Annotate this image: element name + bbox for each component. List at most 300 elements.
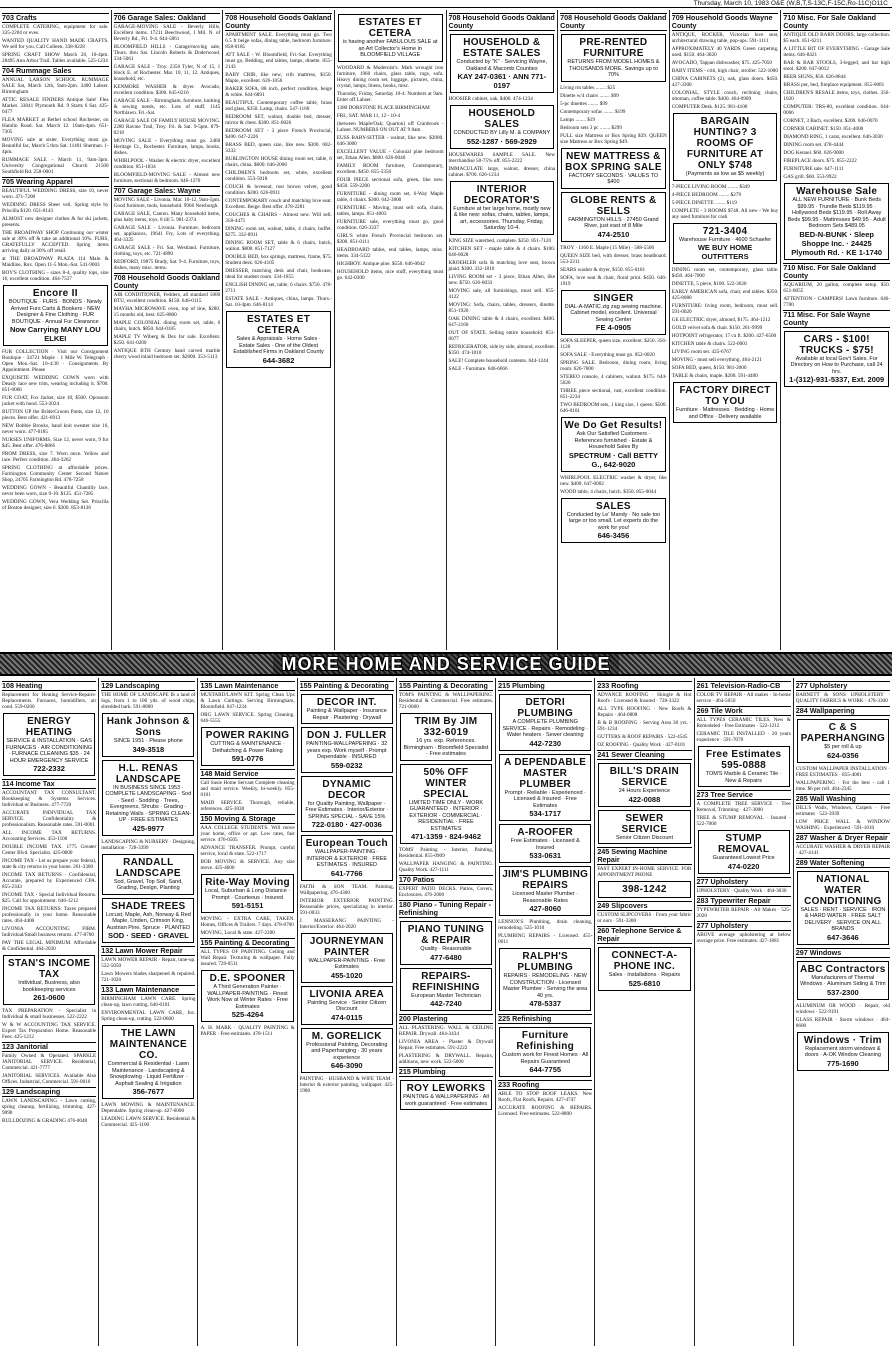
category-heading: 129 Landscaping bbox=[2, 1087, 96, 1097]
display-ad-title: Warehouse Sale bbox=[796, 186, 878, 197]
classified-ad: Family Owned & Operated. SPARKLE JANITORIAL SERVICE. Residential, Commercial. 421-7777 bbox=[2, 1053, 97, 1071]
category-heading: 155 Painting & Decorating bbox=[399, 681, 493, 691]
classified-ad: WHIRLPOOL ELECTRIC washer & dryer, like new. $400. 647-0002 bbox=[560, 474, 667, 487]
classified-ad: DINING room set, contemporary, glass table. $450. 464-7000 bbox=[671, 267, 779, 279]
category-heading: 708 Household Goods Oakland County bbox=[225, 13, 332, 30]
classified-column bbox=[695, 678, 794, 1346]
classified-ad: OZ ROOFING · Quality Work · 427-0101 bbox=[597, 742, 686, 748]
classified-ad: MAPLE TV Wiberg & Dex for sale. Excellent. $250. 641-0200 bbox=[113, 334, 221, 346]
display-ad-box bbox=[561, 148, 666, 189]
category-heading: 233 Roofing bbox=[498, 1080, 592, 1090]
display-ad-title: DECOR INT. bbox=[316, 697, 377, 708]
display-ad-phone: SOD · SEED · GRAVEL bbox=[107, 931, 189, 940]
display-ad-title: DYNAMIC DECOR bbox=[322, 778, 372, 801]
display-ad-body: Replacement storm windows & doors · A-OK Window Cleaning bbox=[804, 1045, 881, 1058]
display-ad-phone: 591-5151 bbox=[231, 901, 264, 910]
classified-ad: FAMILY ROOM furniture, Contemporary, excellent. $450. 855-3356 bbox=[336, 162, 444, 175]
classified-ad: TOMS' Painting - Interior, Painting, Residential. 855-0909 bbox=[398, 847, 494, 859]
classified-ad: TAX PREPARATION - Specialist in Individual & small businesses. 522-2222 bbox=[2, 1008, 97, 1020]
classified-ad: KITCHEN SET - maple table & 4 chairs. $100. 646-0028 bbox=[448, 245, 556, 258]
classified-ad: ADVANCE ROOFING · Shingle & Hot Roofs · Licensed & Insured · 728-3322 bbox=[597, 692, 692, 704]
category-heading: 297 Windows bbox=[796, 948, 890, 958]
classified-column bbox=[0, 10, 112, 650]
display-ad-phone: 442-7240 bbox=[430, 999, 462, 1008]
bottom-columns bbox=[0, 678, 892, 1346]
display-ad-phone: 537-2300 bbox=[827, 987, 859, 997]
classified-ad: AIR CONDITIONER, Fedders, all standard 5000 BTU, excellent condition. $150. 646-0115 bbox=[113, 292, 221, 304]
display-ad-phone: 722-0180 · 427-0036 bbox=[311, 820, 382, 829]
classified-ad: ANTIQUE, ROCKER, Victorian love seat, architectural drawing table, pop-ups. 591-1111 bbox=[671, 32, 779, 44]
classified-ad: BRASS BED, queen size, like new. $300. 682-3333 bbox=[225, 142, 332, 154]
classified-ad: INCOME TAX - Let us prepare your federal, state & city returns in your home. 261-3300 bbox=[2, 858, 97, 870]
display-ad-phone: 422-0088 bbox=[628, 794, 661, 804]
classified-ad: BLOOMFIELD HILLS - Garage/moving sale, Thurs. thru Sat. Lincoln Roberts & Doderwood. 334-5061 bbox=[113, 44, 221, 62]
display-ad-body: LIMITED TIME ONLY · WORK GUARANTEED · INTERIOR · EXTERIOR · COMMERCIAL · RESIDENTIAL · FREE ESTIMATES bbox=[408, 799, 484, 832]
display-ad-box bbox=[698, 746, 790, 787]
display-ad-phone: 722-2332 bbox=[33, 764, 65, 773]
category-heading: 706 Garage Sales: Oakland bbox=[114, 13, 221, 23]
display-ad-phone: 427-8060 bbox=[529, 904, 562, 913]
display-ad-box bbox=[400, 968, 492, 1012]
display-ad-phone: 525-4264 bbox=[231, 1010, 264, 1019]
classified-ad: CUSTOM WALLPAPER INSTALLATION · FREE ESTIMATES · 855-4001 bbox=[795, 765, 890, 778]
classified-ad: TABLE & chairs, maple. $200. 591-4400 bbox=[671, 373, 758, 379]
display-ad-title: H.L. RENAS LANDSCAPE bbox=[115, 762, 181, 785]
display-ad-phone: SPECTRUM · Call BETTY G., 642-9020 bbox=[568, 450, 659, 469]
classified-ad: MOVING SALE - Livonia. Mar. 10-12, 9am-5pm. Good furniture, tools, household. 9966 Newburgh. bbox=[113, 197, 221, 209]
display-ad-box bbox=[561, 417, 666, 472]
display-ad-title: NEW MATTRESS & BOX SPRING SALE bbox=[565, 150, 662, 173]
display-ad-body: Locust, Maple, Ash, Norway & Red Maple, Linden, Crimson King, Austrian Pine, Spruce · PLANTED bbox=[105, 911, 191, 931]
display-ad-body: Available at local Gov't Sales. For Directory on How to Purchase, call 24 hrs. bbox=[790, 355, 883, 375]
classified-ad: ALL PLASTERING. WALL & CEILING REPAIR. Drywall. 464-3434 bbox=[398, 1025, 494, 1037]
display-ad-phone: 356-7677 bbox=[132, 1087, 165, 1096]
category-heading: 269 Tile Work bbox=[697, 706, 791, 716]
classified-ad: Thursday, Friday, Saturday 10-4. Numbers at 9am. Enter off Lahser. bbox=[336, 90, 444, 103]
classified-ad: GARAGE SALE - Fri. Sat. Westland. Furniture, clothing, toys, etc. 721-4890 bbox=[113, 245, 221, 257]
display-ad-title: 721-3404 bbox=[702, 225, 748, 237]
display-ad-title: SALES bbox=[596, 500, 631, 512]
display-ad-phone: 552-1287 · 569-2929 bbox=[466, 136, 537, 146]
classified-ad: 7-PIECE LIVING ROOM ........ $349 bbox=[671, 183, 750, 190]
display-ad-box bbox=[450, 181, 555, 235]
classified-ad: ALL TYPE ROOFING · New Roofs & Repairs · 464-0808 bbox=[597, 706, 692, 718]
display-ad-title: Hank Johnson & Sons bbox=[106, 716, 190, 738]
category-heading: 233 Roofing bbox=[597, 681, 691, 691]
category-heading: 277 Upholstery bbox=[796, 681, 890, 691]
display-ad-box bbox=[598, 810, 690, 845]
display-ad-phone: 474-0220 bbox=[727, 861, 760, 871]
classified-ad: ACCURATE ROOFING & REPAIRS. Licensed. Free estimates. 522-8800 bbox=[498, 1105, 593, 1117]
classified-ad: Bedroom sets 3 pc ........ $299 bbox=[560, 124, 622, 131]
display-ad-body: 16 yrs. exp. References. Birmingham · Bloomfield Specialist · Free estimates bbox=[403, 738, 489, 757]
classified-ad: GLASS REPAIR · Storm windows · 464-0600 bbox=[795, 1016, 890, 1029]
display-ad-title: INTERIOR DECORATOR'S bbox=[463, 183, 540, 206]
display-ad-body: A COMPLETE PLUMBING SERVICE · Repairs · Remodeling · Water heaters · Sewer cleaning bbox=[502, 719, 588, 738]
display-ad-phone: 477-6480 bbox=[430, 952, 462, 962]
display-ad-body: Individual, Business, also bookkeeping services bbox=[18, 980, 80, 993]
classified-ad: GIRL'S white French Provincial bedroom set. $300. 851-0111 bbox=[336, 232, 444, 245]
classified-ad: CORNER CABINET. $150. 851-4000 bbox=[783, 126, 864, 132]
display-ad-title: GLOBE RENTS & SELLS bbox=[570, 194, 657, 217]
category-heading: 132 Lawn Mower Repair bbox=[101, 946, 195, 956]
display-ad-body: Warehouse Furniture · 4600 Schaefer bbox=[679, 236, 772, 243]
display-ad-box bbox=[301, 776, 393, 833]
display-ad-title: NATIONAL WATER CONDITIONING bbox=[804, 873, 882, 907]
display-ad-title: Free Estimates 595-0888 bbox=[705, 749, 782, 771]
classified-ad: PAINTING · HUSBAND & WIFE TEAM · Interior & exterior painting, wallpaper. 425-1980 bbox=[299, 1076, 394, 1094]
category-heading: 148 Maid Service bbox=[200, 769, 294, 779]
classified-ad: FURNITURE sale. 647-1111 bbox=[783, 166, 844, 172]
classified-ad: AQUARIUM, 20 gallon, complete setup. $50. 651-0055 bbox=[783, 281, 890, 294]
category-heading: 273 Tree Service bbox=[697, 790, 791, 800]
category-heading: 180 Piano - Tuning Repair - Refinishing bbox=[399, 900, 493, 918]
classified-column bbox=[558, 10, 670, 650]
display-ad-title: D.E. SPOONER bbox=[209, 973, 286, 984]
display-ad-body: $5 per roll & up bbox=[824, 744, 862, 750]
display-ad-box bbox=[301, 727, 393, 773]
display-ad-box bbox=[561, 498, 666, 544]
classified-ad: TYPEWRITER REPAIR · All Makes · 525-2020 bbox=[696, 906, 791, 919]
display-ad-body: Conducted by "K" · Servicing Wayne, Oakland & Macomb Counties bbox=[456, 59, 548, 72]
display-ad-title: ENERGY HEATING bbox=[25, 716, 73, 738]
classified-ad: COMPUTER Desk. $125. 981-4100 bbox=[671, 104, 748, 110]
display-ad-body: Sod, Gravel, Top Soil, Sand, Grading, Design, Planting bbox=[113, 878, 183, 891]
category-heading: 108 Heating bbox=[2, 681, 96, 691]
classified-ad: WHIRLPOOL - Washer & electric dryer, excellent condition. 851-1834 bbox=[113, 158, 221, 170]
page-header-line: Thursday, March 10, 1983 O&E (W,B,T,S-13C,F-15C,Ro-11C)O11C bbox=[0, 0, 892, 8]
classified-ad: COLOR TV REPAIR - All makes · In-home service · 464-5050 bbox=[696, 692, 791, 704]
classified-ad: MAID SERVICE. Thorough, reliable, references. 425-3030 bbox=[200, 800, 295, 812]
display-ad-box bbox=[499, 948, 591, 1011]
display-ad-title: ROY LEWORKS bbox=[406, 1083, 486, 1094]
display-ad-body: Sales & Appraisals · Home Sales · Estate Sales · One of the Oldest Established Firms in Oakland County bbox=[233, 336, 324, 355]
display-ad-body: FACTORY SECONDS · VALUES TO $400 bbox=[568, 172, 659, 185]
display-ad-body: BOUTIQUE · FURS · BONDS · Newly Arrived Furs Carts & Bookers · NEW Designer & Fine Clothing · FUR BOUTIQUE · Annual Fur Clearance bbox=[8, 299, 102, 325]
display-ad-phone: BED-N-BUNK · Sleep Shoppe Inc. · 24425 Plymouth Rd. · KE 1-1740 bbox=[791, 229, 883, 257]
classified-ad: WEDDING GOWN - Beautiful Chantilly lace, never been worn, size 9-10. $125. 451-7285 bbox=[2, 485, 109, 497]
display-ad-box bbox=[102, 713, 194, 757]
classified-ad: FRI., SAT. MAR 11, 12 - 10-4 bbox=[336, 112, 400, 119]
display-ad-phone: KAY 247-0361 · ANN 771-0197 bbox=[457, 72, 547, 90]
classified-ad: UPHOLSTERY · Quality Work · 464-3030 bbox=[696, 887, 787, 894]
classified-ad: GARAGE SALE - Birmingham, furniture, knitting & sewing needs, etc. Lots of stuff. 1145 Northlawn. Fri.-Sat. bbox=[113, 98, 221, 116]
classified-ad: A LITTLE BIT OF EVERYTHING - Garage Sale items. 646-8421 bbox=[783, 46, 890, 58]
classified-ad: WOODARD & Modernist's. Mark wrought iron furniture, 1960 chairs, glass table, rugs, sofa. Heavy dining room set, luggage, pictures, china, crystal, lamps, linens, books, misc. bbox=[336, 64, 444, 89]
classified-ad: 5-PIECE DINETTE ........ $119 bbox=[671, 199, 737, 206]
classified-column bbox=[0, 678, 99, 1346]
classified-ad: BABY ITEMS - crib, high chair, stroller. 522-1000 bbox=[671, 68, 778, 74]
classified-ad: Living rm tables ........ $25 bbox=[560, 84, 616, 91]
display-ad-box bbox=[797, 961, 889, 1000]
display-ad-box bbox=[201, 970, 293, 1022]
classified-ad: THREE piece sectional, rust, excellent condition. 851-2234 bbox=[560, 388, 667, 400]
classified-ad: ALL TYPES CERAMIC TILES. New & Remodeled · Free Estimates · 522-1212 bbox=[696, 717, 791, 729]
display-ad-box bbox=[561, 34, 666, 82]
display-ad-title: A-ROOFER bbox=[517, 827, 574, 838]
classified-ad: APARTMENT SALE. Everything must go. Two 6.5 ft beige sofas, dining table, bedroom furniture. 858-0185 bbox=[225, 32, 332, 50]
category-heading: 277 Upholstery bbox=[697, 921, 791, 931]
classified-ad: COMPUTER: TRS-80, excellent condition. 644-0066 bbox=[783, 104, 890, 116]
display-ad-box bbox=[400, 921, 492, 965]
classified-ad: MOVING - must sell everything. 464-2121 bbox=[671, 357, 762, 363]
category-heading: 225 Refinishing bbox=[498, 1014, 592, 1024]
top-columns bbox=[0, 10, 892, 650]
classified-ad: LOW PRICE WALL & WINDOW WASHING · Experienced · 591-1010 bbox=[795, 818, 890, 831]
display-ad-body: European Master Technician bbox=[411, 992, 481, 999]
classified-ad: GARAGE SALE - Livonia. Furniture, bedroom set, appliances, 19641 Fry, Lots of everything. 464-3325 bbox=[113, 225, 221, 243]
display-ad-phone: 644-3682 bbox=[262, 355, 295, 365]
classified-ad: ENGLISH DINING set, table, 6 chairs. $750. 478-2711 bbox=[225, 282, 332, 294]
display-ad-title: JOURNEYMAN PAINTER bbox=[309, 935, 384, 958]
classified-column bbox=[298, 678, 397, 1346]
classified-ad: CERAMIC TILE INSTALLED · 20 years experience · 591-7070 bbox=[696, 731, 791, 743]
classified-ad: IMMACULATE large, walnut, dresser, china cabinet. $700. 626-1234 bbox=[448, 165, 556, 178]
category-heading: 707 Garage Sales: Wayne bbox=[114, 186, 221, 196]
display-ad-body: PAINTING & WALLPAPERING · All work guaranteed · Free estimates bbox=[403, 1094, 489, 1107]
classified-ad: COUCHES & CHAIRS - Almost new. Will sell. 358-4475 bbox=[225, 212, 332, 224]
classified-ad: BUTTON UP the Bride/Groom Pants, size 12, 10 pieces. Best offer. 421-6913 bbox=[2, 409, 109, 421]
display-ad-body: CONDUCTED BY Lilly M. & COMPANY bbox=[453, 130, 551, 136]
classified-ad: GARAGE SALE - Troy. 2356 Tyler, N of 15, 1 block E. of Rochester. Mar. 10, 11, 12. Antiques, household, etc. bbox=[113, 64, 221, 82]
classified-ad: LIVING room set. 425-6767 bbox=[671, 349, 732, 355]
display-ad-body: FARMINGTON HILLS · 27450 Grand River, just east of 8 Mile bbox=[568, 216, 659, 229]
classified-column bbox=[335, 10, 447, 650]
classified-ad: QUEEN SIZE bed, with dresser, brass headboard. 553-2211 bbox=[560, 252, 667, 265]
classified-ad: TROY · 1160 E. Maple (15 Mile) · 588-5500 bbox=[560, 244, 655, 251]
display-ad-box bbox=[400, 764, 492, 845]
classified-ad: PLUMBING REPAIRS - Licensed. 455-0011 bbox=[498, 933, 593, 945]
display-ad-title: RALPH'S PLUMBING bbox=[517, 951, 574, 973]
classified-ad: BURLINGTON HOUSE dining room set, table, 6 chairs, china. $600. 646-2006 bbox=[225, 156, 332, 168]
display-ad-body: Professional Painting, Decorating and Paperhanging · 30 years experience bbox=[306, 1041, 388, 1061]
classified-column bbox=[198, 678, 297, 1346]
classified-ad: KING SIZE waterbed, complete. $250. 851-7120 bbox=[448, 237, 552, 244]
display-ad-body: Senior Citizen Discount bbox=[615, 834, 673, 841]
display-ad-phone: 646-3456 bbox=[597, 531, 630, 540]
classified-ad: BEDROOM SET, walnut, double bed, dresser, mirror & chest. $300. 851-0026 bbox=[225, 114, 332, 126]
display-ad-phone: 624-0356 bbox=[827, 750, 859, 760]
classified-ad: AVOCADO, Tappan dishwasher, $75. 425-7050 bbox=[671, 60, 772, 66]
classified-ad: LEADING LAWN SERVICE. Residential & Commercial. 425-1100 bbox=[101, 1116, 196, 1128]
category-heading: 170 Patios bbox=[399, 875, 493, 885]
classified-ad: BULLDOZING & GRADING 476-0048 bbox=[2, 1118, 88, 1124]
classified-ad: WEDDING DRESS Sheer veil. Spring style by Priscilla $120. 651-0143 bbox=[2, 202, 109, 214]
display-ad-title: 50% OFF WINTER SPECIAL bbox=[423, 766, 469, 800]
display-ad-body: RETURNS FROM MODEL HOMES & THOUSANDS MORE. Savings up to 70% bbox=[567, 59, 660, 78]
classified-ad: FURNITURE sale, everything must go, good condition. 626-3337 bbox=[336, 218, 444, 231]
classified-ad: WOOD table, 4 chairs, hutch. $350. 855-0044 bbox=[560, 488, 657, 495]
classified-ad: SOFA SLEEPER, queen size, excellent. $250. 356-1120 bbox=[560, 338, 667, 350]
classified-ad: AAA COLLEGE STUDENTS. Will move your home, office or apt. Low rates, fast service. 476-0505 bbox=[200, 825, 295, 843]
category-heading: 703 Crafts bbox=[2, 13, 109, 23]
classified-ad: THE BROADWAY SHOP Continuing our winter sale at 30% off & take an additional 10%. FURS, GRATEFULLY ACCEPTED. Spring items arriving daily at 30% off retail. bbox=[2, 230, 109, 254]
category-heading: 114 Income Tax bbox=[2, 779, 96, 789]
display-ad-body: SERVICE & INSTALLATION · GAS FURNACES · AIR CONDITIONING · FURNACE CLEANING $35 · 24 HOUR EMERGENCY SERVICE bbox=[6, 738, 93, 764]
display-ad-body: DIAL-A-MATIC zig zag sewing machine. Cabinet model, excellent. Universal Sewing Center bbox=[564, 303, 663, 323]
classified-ad: HOUSEWARES SAMPLE SALE. New merchandise 50-75% off. 855-2222 bbox=[448, 151, 556, 164]
classified-ad: PAY THE LEGAL MINIMUM. Affordable & Confidential. 464-2030 bbox=[2, 940, 97, 952]
classified-column bbox=[595, 678, 694, 1346]
display-ad-phone: 534-1717 bbox=[529, 809, 562, 818]
classified-ad: NURSES UNIFORMS, Size 12, never worn, 9 for $45. Best offer. 476-8866 bbox=[2, 437, 109, 449]
display-ad-phone: 349-3518 bbox=[132, 744, 165, 754]
classified-ad: CHILDREN'S bedroom set, white, excellent condition. 553-5018 bbox=[225, 170, 332, 182]
category-heading: 155 Painting & Decorating bbox=[200, 938, 294, 948]
display-ad-title: STUMP REMOVAL bbox=[717, 833, 770, 855]
classified-ad: ANNUAL LARSON SCHOOL RUMMAGE SALE Sat, March 12th, 9am-2pm. 3400 Lahser. Birmingham bbox=[2, 77, 109, 95]
classified-ad: APPROXIMATELY 40 YARDS Green carpeting, used. $150. 464-3020 bbox=[671, 46, 779, 58]
classified-ad: A. H. MARK · QUALITY PAINTING & PAPER · Free estimates. 478-1511 bbox=[200, 1025, 295, 1037]
display-ad-title: FACTORY DIRECT TO YOU bbox=[679, 385, 771, 407]
classified-ad: ANTIQUE BTH Century hand carved marble cherry wood inlaid bedroom set. $2800. 353-5113 bbox=[113, 348, 221, 360]
classified-ad: EXCELLENT VALUE - Colonial pine bedroom set, Ethan Allen. $800. 626-0040 bbox=[336, 148, 444, 161]
classified-ad: GUTTERS & ROOF REPAIRS · 522-4545 bbox=[597, 734, 688, 740]
classified-ad: DINETTE, 5 piece, $100. 522-3020 bbox=[671, 281, 747, 287]
classified-ad: ALMOST new designer clothes & fur ski jackets, presents. bbox=[2, 216, 109, 228]
classified-ad: ATTENTION - CAMPERS! Lawn furniture. 646-7700 bbox=[783, 295, 890, 308]
classified-ad: GE ELECTRIC dryer, almond, $175. 464-1212 bbox=[671, 317, 771, 323]
category-heading: 708 Household Goods Oakland County bbox=[560, 13, 667, 30]
classified-ad: INCOME TAX RETURNS · Confidential, Accurate, prepared by Experienced CPA. 855-2343 bbox=[2, 872, 97, 890]
classified-ad: FURNITURE - Moving, must sell: sofa, chairs, tables, lamps. 851-4003 bbox=[336, 204, 444, 217]
classified-ad: Call Susie Home Servant Complete cleaning and maid service. Weekly, bi-weekly. 855-0101 bbox=[200, 780, 295, 798]
classified-ad: REFRIGERATOR, side by side, almond, excellent. $350. 474-1010 bbox=[448, 343, 556, 356]
classified-ad: BEDROOM SET - 3 piece French Provincial, $400. 647-2226 bbox=[225, 128, 332, 140]
classified-ad: KROEHLER sofa & matching love seat, brown plaid. $300. 332-1810 bbox=[448, 259, 556, 272]
classified-ad: FUR COLLECTION · Visit our Consignment Boutique · 34721 Maple · 1 Mile W. Telegraph · Open Mon.-Sat. 10-4:30 · Consignments By Appointment. Please bbox=[2, 349, 109, 373]
classified-ad: STEREO console, 4 cabinets, walnut. $175. 644-5020 bbox=[560, 374, 667, 386]
display-ad-box bbox=[102, 898, 194, 944]
display-ad-body: Ask Our Satisfied Customers · References furnished · Estate & Household Sales By bbox=[574, 431, 653, 450]
display-ad-box bbox=[784, 183, 889, 260]
classified-ad: NEW Bobbie Brooks, hand knit sweater size 16, never worn. 477-0185 bbox=[2, 423, 109, 435]
classified-ad: KITCHEN table & chairs. 522-0001 bbox=[671, 341, 748, 347]
classified-ad: ACCOUNTANT TAX CONSULTANT. Bookkeeping & Systems Services. Individual or Business. 477-7720 bbox=[2, 790, 97, 808]
classified-ad: MOVING sale at sister. Everything must go. Beautiful fac, March 5 thru Sat. 11401 Sherman. 1-4pm. bbox=[2, 137, 109, 155]
display-ad-box bbox=[400, 713, 492, 761]
classified-ad: CHILDREN'S RESALE items, toys, clothes. 356-1020 bbox=[783, 90, 890, 102]
display-ad-phone: 442-7230 bbox=[529, 738, 562, 748]
display-ad-title: LIVONIA AREA bbox=[309, 988, 385, 1000]
display-ad-title: European Touch bbox=[305, 838, 388, 849]
display-ad-box bbox=[102, 760, 194, 836]
classified-column bbox=[99, 678, 198, 1346]
classified-ad: SOFA SALE - Everything must go. 852-0020 bbox=[560, 352, 655, 358]
display-ad-title: SINGER bbox=[593, 292, 634, 304]
display-ad-title: DON J. FULLER bbox=[307, 730, 387, 741]
display-ad-body: WALLPAPER-PAINTING · INTERIOR & EXTERIOR · FREE ESTIMATES · INSURED bbox=[306, 849, 388, 868]
category-heading: 123 Janitorial bbox=[2, 1042, 96, 1052]
classified-column bbox=[223, 10, 335, 650]
classified-ad: LIVING ROOM set - 3 piece, Ethan Allen, like new. $750. 626-0033 bbox=[448, 273, 556, 286]
display-ad-box bbox=[450, 105, 555, 149]
classified-ad: REDFORD, 19875 Brady, Sat. 9-4. Furniture, toys, dishes, many misc. items. bbox=[113, 259, 221, 271]
classified-ad: ATT SALE - W. Bloomfield, Fri.-Sat. Everything must go, Bedding, end tables, lamps, dinette. 855-2143 bbox=[225, 52, 332, 70]
classified-ad: CORNET, 3 Bach, excellent. $200. 646-0070 bbox=[783, 118, 878, 124]
category-heading: 708 Household Goods Oakland County bbox=[448, 13, 555, 30]
classified-ad: MUSTARD/LAWN KIT. Spring Clean Ups & Lawn Cuttings. Serving Birmingham, Bloomfield. 647-1234 bbox=[200, 692, 295, 710]
category-heading: 704 Rummage Sales bbox=[2, 66, 109, 76]
display-ad-title: CARS - $100! TRUCKS - $75! bbox=[799, 333, 874, 356]
display-ad-title: HOUSEHOLD & ESTATE SALES bbox=[462, 37, 541, 59]
display-ad-phone: 775-1690 bbox=[827, 1058, 859, 1068]
classified-ad: J. MASSERANG PAINTING - Interior/Exterior. 464-2020 bbox=[299, 917, 394, 930]
category-heading: 155 Painting & Decorating bbox=[300, 681, 394, 691]
display-ad-title: HOUSEHOLD SALES bbox=[468, 108, 536, 130]
display-ad-body: Painting Service · Senior Citizen Discount bbox=[307, 999, 387, 1012]
display-ad-phone: 533-0631 bbox=[529, 851, 562, 860]
classified-ad: COUCH & loveseat, rust brown velvet, good condition. $200. 626-0911 bbox=[225, 184, 332, 196]
classified-ad: ABLE TO STOP ROOF LEAKS. New Roofs, Flat Roofs, Repairs. 427-4747 bbox=[498, 1091, 593, 1103]
display-ad-box bbox=[301, 986, 393, 1025]
classified-ad: MOVING: Sofa, chairs, tables, dressers, dinette. 851-1920 bbox=[448, 301, 556, 314]
display-ad-box bbox=[301, 1028, 393, 1074]
category-heading: 710 Misc. For Sale Oakland County bbox=[783, 13, 890, 31]
category-heading: 284 Wallpapering bbox=[796, 706, 890, 716]
display-ad-body: IN BUSINESS SINCE 1953 · COMPLETE LANDSCAPING · Sod · Seed · Sodding · Trees, Evergreens, Shrubs · Grading · Retaining Walls · SPRING CLEAN-UP · FREE ESTIMATES bbox=[105, 784, 192, 823]
display-ad-title: JIM'S PLUMBING REPAIRS bbox=[502, 869, 589, 891]
service-guide-banner bbox=[0, 652, 892, 676]
display-ad-phone: 474-2510 bbox=[597, 229, 630, 239]
display-ad-box bbox=[102, 1025, 194, 1099]
classified-ad: COMPLETE - 3 ROOMS $748. All new - We buy any used furniture for cash bbox=[671, 207, 779, 220]
classified-ad: (between Maple/Oak; Quarton) off Cranbrook - Lahser. NUMBERS ON OUT AT 9 8am bbox=[336, 120, 444, 133]
classified-ad: LAWN MOWER REPAIR · Repair, tune-up. 522-5050 bbox=[101, 957, 196, 969]
classified-ad: at THE BROADWAY PLAZA 114 Main & Maidline, Rox. Open 11-5 Mon.-Sat. 541-9003 bbox=[2, 256, 109, 268]
classified-ad: HEADBOARD tables, end tables, lamps, misc. items. 334-5122 bbox=[336, 246, 444, 259]
classified-ad: ANTIQUE OLD BARN DOORS, large collection. $5 each. 851-6211 bbox=[783, 32, 890, 44]
classified-ad: FULL size Mattress or Box Spring $39. QUEEN size Mattress or Box Spring $49. bbox=[560, 132, 667, 145]
display-ad-box bbox=[201, 727, 293, 766]
classified-ad: PROM DRESS, size 7. Worn once. Yellow and lace. Perfect condition. 464-3262 bbox=[2, 451, 109, 463]
classified-ad: W & W ACCOUNTING TAX SERVICE. Expert Tax Preparation Home. Reasonable Fees. 425-1212 bbox=[2, 1022, 97, 1040]
classified-ad: WALLPAPER HANGING & PAINTING. Quality Work. 427-1111 bbox=[398, 861, 494, 873]
category-heading: 709 Household Goods Wayne County bbox=[672, 13, 779, 31]
display-ad-body: (Payments as low as $5 weekly) bbox=[685, 171, 765, 177]
category-heading: 135 Lawn Maintenance bbox=[200, 681, 294, 691]
display-ad-body: Custom work for Finest Homes · All Repairs Guaranteed bbox=[502, 1052, 589, 1065]
display-ad-title: TRIM By JIM 332-6019 bbox=[414, 716, 478, 738]
display-ad-body: for Quality Painting, Wallpaper · Free Estimates · Interior/Exterior · SPRING SPECIAL - SAVE 15% bbox=[305, 800, 389, 820]
display-ad-box bbox=[598, 763, 690, 807]
category-heading: 711 Misc. For Sale Wayne County bbox=[783, 310, 890, 328]
classified-ad: SPRING CRAFT SHOW March 26, 10-4pm. 28495 Ann Arbor Trail. Tables available. 525-1234 bbox=[2, 52, 109, 64]
display-ad-title: SEWER SERVICE bbox=[621, 812, 668, 835]
display-ad-title: PRE-RENTED FURNITURE bbox=[579, 37, 648, 59]
display-ad-box bbox=[201, 874, 293, 913]
classified-ad: BAKER SOFA, 88 inch, perfect condition, beige & white. 644-6891 bbox=[225, 86, 332, 98]
classified-ad: WANTED QUALITY HAND MADE CRAFTS. We sell for you. Call Colleen. 338-8228 bbox=[2, 38, 109, 50]
display-ad-body: Local, Suburban & Long Distance · Prompt · Courteous · Insured bbox=[204, 888, 291, 901]
classified-ad: ORG LAWN SERVICE. Spring Cleaning. 646-5555 bbox=[200, 712, 295, 724]
display-ad-box bbox=[499, 1027, 591, 1077]
classified-ad: 5-pc dinettes ........ $99 bbox=[560, 100, 608, 107]
display-ad-body: REPAIRS · REMODELING · NEW CONSTRUCTION · Licensed Master Plumber · Serving the area 40 yrs. bbox=[503, 973, 588, 999]
display-ad-box bbox=[797, 719, 889, 763]
classified-ad: FIREPLACE doors. $75. 855-2222 bbox=[783, 158, 857, 164]
classified-ad: DOG Kennel. $60. 626-9000 bbox=[783, 150, 844, 156]
classified-ad: THE HOME OF LANDSCAPE IS a land of logs, from 1 to 100 yds. of wood chips, shredded bark. 591-8800 bbox=[101, 692, 196, 710]
classified-ad: MAPLE COLONIAL dining room set, table, 6 chairs, hutch. $850. 644-0185 bbox=[113, 320, 221, 332]
classified-ad: PLASTERING & DRYWALL. Repairs, additions, new work. 522-5000 bbox=[398, 1053, 494, 1065]
display-ad-title: RANDALL LANDSCAPE bbox=[115, 856, 181, 879]
display-ad-box bbox=[3, 285, 108, 346]
classified-ad: TOM'S PAINTING & WALLPAPERING. Residential & Commercial. Free estimates. 721-0000 bbox=[398, 692, 494, 710]
classified-column bbox=[781, 10, 892, 650]
display-ad-body: TOM'S Marble & Ceramic Tile · New & Repairs bbox=[705, 771, 782, 784]
display-ad-body: Quality · Reasonable bbox=[420, 946, 472, 952]
